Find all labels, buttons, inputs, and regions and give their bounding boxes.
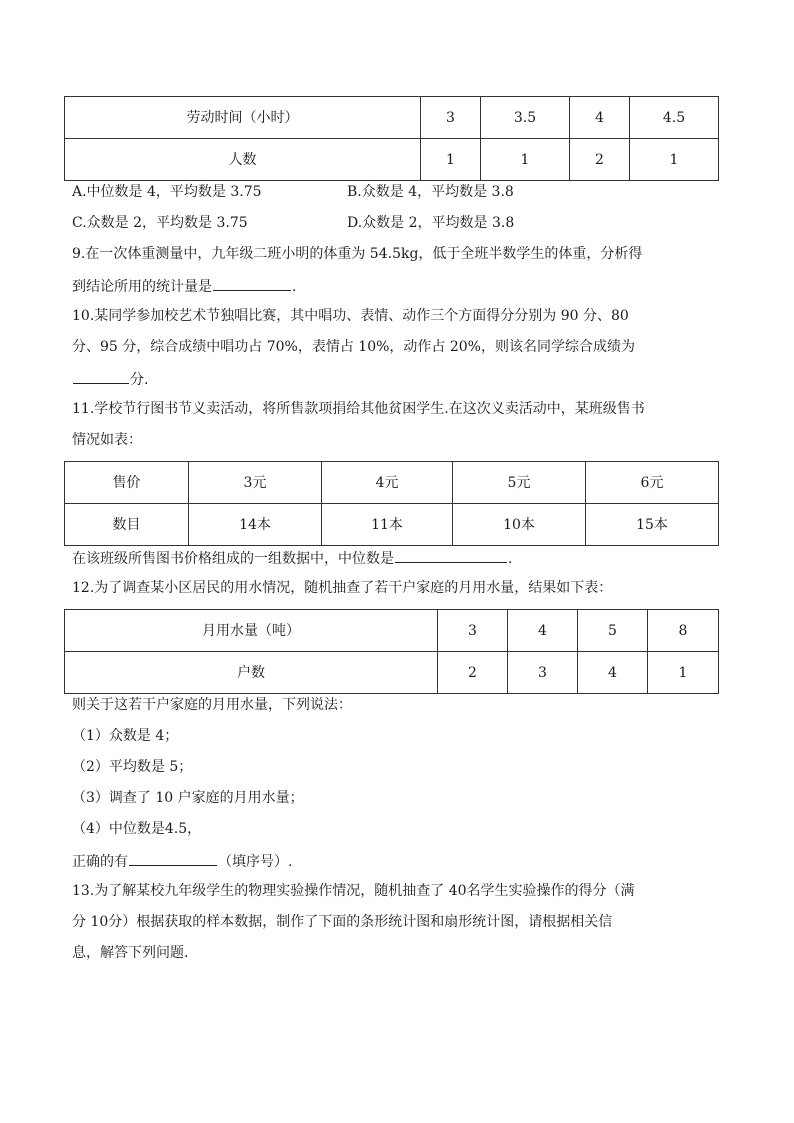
q12-answer-hint: （填序号）. (218, 854, 293, 870)
table-cell: 4.5 (630, 97, 719, 139)
table-cell: 1 (481, 139, 570, 181)
table-cell: 4 (570, 97, 630, 139)
q11-line-1: 11.学校节行图书节义卖活动，将所售款项捐给其他贫困学生.在这次义卖活动中，某班级售书 (72, 401, 645, 417)
table-cell: 4 (508, 610, 578, 652)
q12-statement-1: （1）众数是 4； (72, 728, 179, 744)
table-row (65, 504, 719, 546)
table-cell: 1 (648, 652, 719, 694)
answer-blank (213, 275, 291, 291)
table-row (65, 97, 719, 139)
table-cell: 8 (648, 610, 719, 652)
q12-statement-3: （3）调查了 10 户家庭的月用水量； (72, 790, 304, 806)
q10-line-1: 10.某同学参加校艺术节独唱比赛，其中唱功、表情、动作三个方面得分分别为 90 分、80 (72, 308, 629, 324)
q12-statement-4: （4）中位数是4.5， (72, 821, 202, 837)
table-cell: 4 (578, 652, 648, 694)
table-header-cell: 售价 (65, 462, 189, 504)
table-cell: 2 (570, 139, 630, 181)
q12-answer-text: 正确的有 (72, 854, 128, 870)
table-row (65, 652, 719, 694)
q11-after-line (72, 547, 512, 569)
q12-statement-2: （2）平均数是 5； (72, 759, 193, 775)
q9-line-2 (72, 275, 296, 297)
table-row (65, 610, 719, 652)
table-cell: 5 (578, 610, 648, 652)
option-a: A.中位数是 4，平均数是 3.75 (72, 184, 262, 200)
table-cell: 3 (438, 610, 508, 652)
q10-unit: 分. (130, 372, 149, 388)
table-cell: 3 (508, 652, 578, 694)
water-usage-table (64, 609, 719, 694)
option-d: D.众数是 2，平均数是 3.8 (347, 215, 515, 231)
answer-blank (129, 850, 217, 866)
q9-text: 到结论所用的统计量是 (72, 279, 212, 295)
table-cell: 5元 (453, 462, 586, 504)
q11-line-2: 情况如表： (72, 432, 142, 448)
book-sales-table (64, 461, 719, 546)
table-cell: 3元 (189, 462, 322, 504)
table-cell: 11本 (322, 504, 453, 546)
option-c: C.众数是 2，平均数是 3.75 (72, 215, 248, 231)
q11-period: . (508, 551, 513, 567)
table-header-cell: 人数 (65, 139, 421, 181)
table-cell: 1 (630, 139, 719, 181)
q12-answer-line (72, 850, 292, 872)
table-cell: 4元 (322, 462, 453, 504)
q9-period: . (292, 279, 297, 295)
q9-line-1: 9.在一次体重测量中，九年级二班小明的体重为 54.5kg，低于全班半数学生的体重，分析得 (72, 246, 643, 262)
table-cell: 6元 (586, 462, 719, 504)
answer-blank (73, 368, 129, 384)
q12-line-1: 12.为了调查某小区居民的用水情况，随机抽查了若干户家庭的月用水量，结果如下表： (72, 580, 613, 596)
table-cell: 1 (421, 139, 481, 181)
table-cell: 3.5 (481, 97, 570, 139)
table-cell: 3 (421, 97, 481, 139)
labor-time-table (64, 96, 719, 181)
table-row (65, 462, 719, 504)
q13-line-2: 分 10分）根据获取的样本数据，制作了下面的条形统计图和扇形统计图，请根据相关信 (72, 914, 613, 930)
option-b: B.众数是 4，平均数是 3.8 (347, 184, 514, 200)
table-row (65, 139, 719, 181)
q11-after-text: 在该班级所售图书价格组成的一组数据中，中位数是 (72, 551, 394, 567)
q13-line-1: 13.为了解某校九年级学生的物理实验操作情况，随机抽查了 40名学生实验操作的得分（满 (72, 883, 635, 899)
table-cell: 15本 (586, 504, 719, 546)
table-cell: 10本 (453, 504, 586, 546)
answer-blank (395, 547, 507, 563)
table-header-cell: 户数 (65, 652, 438, 694)
table-cell: 2 (438, 652, 508, 694)
q13-line-3: 息，解答下列问题. (72, 945, 189, 961)
table-cell: 14本 (189, 504, 322, 546)
table-header-cell: 劳动时间（小时） (65, 97, 421, 139)
q10-line-2: 分、95 分，综合成绩中唱功占 70%，表情占 10%，动作占 20%，则该名同学综合成绩为 (72, 339, 635, 355)
table-header-cell: 数目 (65, 504, 189, 546)
q12-intro: 则关于这若干户家庭的月用水量，下列说法： (72, 697, 352, 713)
table-header-cell: 月用水量（吨） (65, 610, 438, 652)
q10-line-3 (72, 368, 148, 390)
